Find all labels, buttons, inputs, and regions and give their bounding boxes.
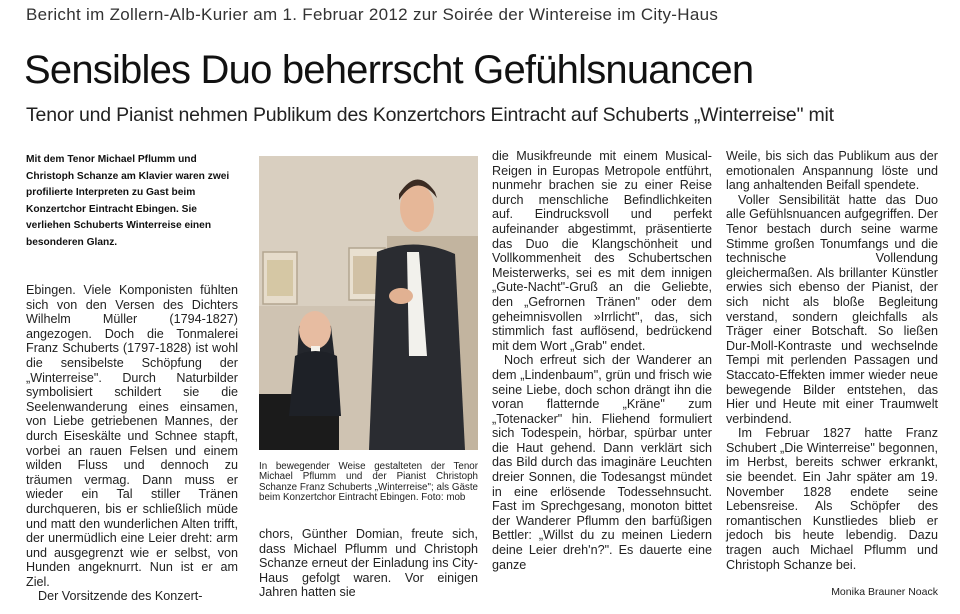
- article-column-4: [726, 149, 938, 572]
- body-paragraph: Noch erfreut sich der Wanderer an dem „Lindenbaum", grün und frisch wie seine Liebe, doch schon drängt ihn die voran flatternde „Kräne" zum „Totenacker" hin. Fliehend formuliert sich Todespein, hörbar, spürbar unter die Haut gehend. Dann verklärt sich das Bild durch das imaginäre Leuchten dreier Sonnen, die Todesangst mündet in eine erlösende Todessehnsucht. Fast im Sprechgesang, monoton bittet der Wanderer Pflumm den barfüßigen Bettler: „Willst du zu meinen Liedern deine Leier dreh'n?". Es dauerte eine ganze: [492, 353, 712, 572]
- body-paragraph: die Musikfreunde mit einem Musical-Reigen in Europas Metropole entführt, nunmehr brachen sie zu einer Reise durch menschliche Befindlichkeiten auf. Eindrucksvoll und perfekt aufeinander abgestimmt, präsentierte das Duo die Klangschönheit und Vollkommenheit des Schubertschen Meisterwerks, sei es mit dem innigen „Gute-Nacht"-Gruß an die Geliebte, den „Gefrornen Tränen" oder dem geheimnisvollen »Irrlicht", das, sich stimmlich fast auflösend, bedrückend mit dem Wort „Grab" endet.: [492, 149, 712, 353]
- photo-caption: In bewegender Weise gestalteten der Tenor Michael Pflumm und der Pianist Christoph Schanze Franz Schuberts „Winterreise"; als Gäste beim Konzertchor Eintracht Ebingen. Foto: mob: [259, 461, 478, 504]
- body-paragraph: Weile, bis sich das Publikum aus der emotionalen Anspannung löste und lang anhaltenden Beifall spendete.: [726, 149, 938, 193]
- source-line: Bericht im Zollern-Alb-Kurier am 1. Februar 2012 zur Soirée der Wintereise im City-Haus: [26, 5, 719, 24]
- photo-illustration: [259, 156, 478, 450]
- headline: Sensibles Duo beherrscht Gefühlsnuancen: [24, 48, 754, 92]
- author-byline: Monika Brauner Noack: [831, 586, 938, 598]
- article-column-1: [26, 283, 238, 604]
- subheadline: Tenor und Pianist nehmen Publikum des Konzertchors Eintracht auf Schuberts „Winterreise" mit: [26, 104, 834, 126]
- lead-paragraph: Mit dem Tenor Michael Pflumm und Christoph Schanze am Klavier waren zwei profilierte Interpreten zu Gast beim Konzertchor Eintracht Ebingen. Sie verliehen Schuberts Winterreise einen besonderen Glanz.: [26, 154, 230, 248]
- body-paragraph: Der Vorsitzende des Konzert-: [38, 589, 203, 604]
- body-paragraph: Im Februar 1827 hatte Franz Schubert „Die Winterreise" begonnen, im Herbst, bereits schwer erkrankt, sie beendet. Ein Jahr später am 19. November 1828 endete seine Lebensreise. Als Schöpfer des romantischen Kunstliedes blieb er jedoch bis heute lebendig. Dazu tragen auch Michael Pflumm und Christoph Schanze bei.: [726, 426, 938, 572]
- body-paragraph: Voller Sensibilität hatte das Duo alle Gefühlsnuancen aufgegriffen. Der Tenor bestach durch seine warme Stimme großen Tonumfangs und die technische Vollendung gleichermaßen. Als brillanter Künstler erwies sich ebenso der Pianist, der sich nicht als bloße Begleitung verstand, sondern gleichfalls als Träger einer Botschaft. So ließen Dur-Moll-Kontraste und wechselnde Tempi mit perlenden Passagen und Staccato-Effekten immer wieder neue bewegende Bilder entstehen, das Hier und Heute mit einer Traumwelt verbindend.: [726, 192, 938, 426]
- article-column-2: [259, 527, 478, 600]
- body-paragraph: chors, Günther Domian, freute sich, dass Michael Pflumm und Christoph Schanze erneut der Einladung ins City-Haus gefolgt waren. Vor einigen Jahren hatten sie: [259, 527, 478, 600]
- body-paragraph: Ebingen. Viele Komponisten fühlten sich von den Versen des Dichters Wilhelm Müller (1794-1827) angezogen. Doch die Tonmalerei Franz Schuberts (1797-1828) ist wohl die sensibelste Schöpfung der „Winterreise". Durch Naturbilder symbolisiert schildert sie die Seelenwanderung eines einsamen, von Liebe getriebenen Mannes, der durch Eiseskälte und Schnee stapft, vorbei an rauen Felsen und einem wilden Fluss und dennoch zu träumen vermag. Dann muss er wieder ein Tal stiller Tränen durchqueren, bis er schließlich müde und matt den wunderlichen Alten trifft, der unermüdlich eine Leier dreht: arm und ausgegrenzt wie er selbst, von Hunden angeknurrt. Nun ist er am Ziel.: [26, 283, 238, 589]
- article-column-3: [492, 149, 712, 572]
- concert-photo: [259, 156, 478, 450]
